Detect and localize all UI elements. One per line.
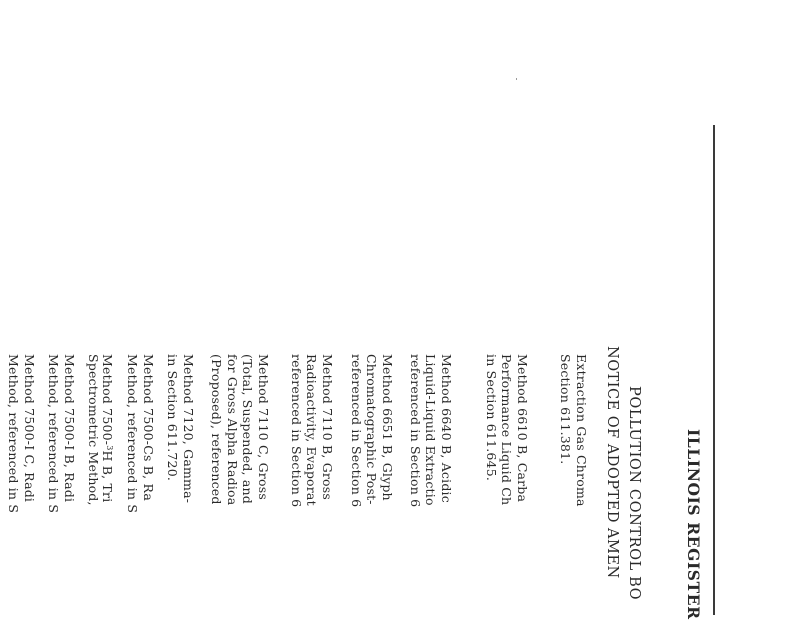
method-entry-line: (Total, Suspended, and	[240, 354, 256, 504]
board-name: POLLUTION CONTROL BO	[626, 386, 642, 601]
method-entry-line: Performance Liquid Ch	[499, 354, 515, 506]
method-entry-line: (Proposed), referenced	[209, 354, 225, 505]
notice-title: NOTICE OF ADOPTED AMEN	[604, 346, 620, 579]
method-entry-line: Method 7110 C, Gross	[256, 354, 271, 500]
method-entry-line: Chromatographic Post-	[364, 354, 380, 505]
register-title: ILLINOIS REGISTER	[684, 429, 703, 620]
method-entry-line: Method 6640 B, Acidic	[439, 354, 454, 503]
method-text: Method 7500-	[100, 354, 115, 446]
method-entry-line: Method, referenced in S	[125, 354, 141, 514]
method-entry-line: Method 7120, Gamma-	[181, 354, 196, 504]
method-entry-line: in Section 611.645.	[484, 354, 499, 482]
method-entry-line: Method, referenced in S	[6, 354, 22, 514]
method-entry-line: Spectrometric Method,	[86, 354, 102, 506]
method-entry-line: for Gross Alpha Radioa	[225, 354, 240, 506]
method-entry-line: Radioactivity, Evaporat	[304, 354, 320, 506]
rotated-page-content	[6, 124, 703, 624]
method-text: H B, Tri	[100, 450, 115, 503]
method-entry-line: Section 611.381.	[558, 354, 574, 465]
method-entry-line: Method 7110 B, Gross	[320, 354, 335, 501]
superscript-mass-number: 3	[105, 445, 114, 451]
method-entry-line: in Section 611.720.	[165, 354, 181, 482]
method-entry-line	[101, 354, 116, 502]
method-entry-line: Method 6610 B, Carba	[515, 354, 530, 503]
method-entry-line: Liquid-Liquid Extractio	[423, 354, 439, 506]
method-entry-line: Method 6651 B, Glyph	[380, 354, 395, 501]
method-entry-line: referenced in Section 6	[289, 354, 304, 508]
header-rule	[713, 125, 715, 615]
method-entry-line: referenced in Section 6	[349, 354, 364, 508]
method-entry-line: Method 7500-Cs B, Ra	[141, 354, 156, 502]
method-entry-line: Extraction Gas Chroma	[574, 354, 589, 507]
method-entry-line: Method 7500-I C, Radi	[22, 354, 37, 503]
method-entry-line: referenced in Section 6	[408, 354, 423, 508]
method-entry-line: Method, referenced in S	[46, 354, 62, 514]
method-entry-line: Method 7500-I B, Radi	[62, 354, 77, 503]
scan-speck	[516, 78, 517, 80]
